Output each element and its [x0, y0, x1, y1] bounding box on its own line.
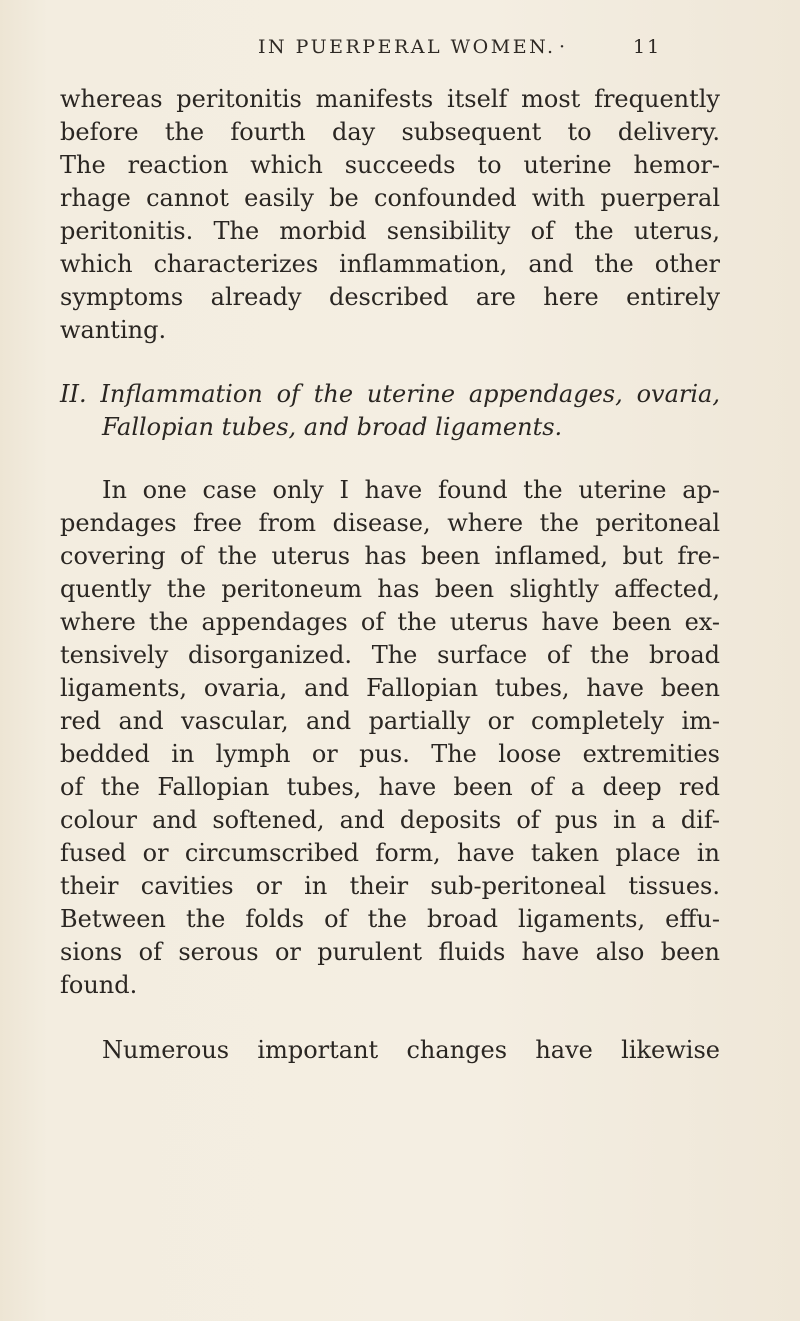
running-head-separator: · [559, 36, 566, 58]
running-head [0, 36, 800, 66]
text-line: In one case only I have found the uterine ap- [102, 476, 720, 504]
text-line: found. [60, 971, 138, 999]
text-line: red and vascular, and partially or completely im- [60, 707, 720, 735]
text-line: Numerous important changes have likewise [102, 1036, 720, 1064]
text-line: quently the peritoneum has been slightly affected, [60, 575, 720, 603]
text-line: which characterizes inflammation, and the other [60, 250, 720, 278]
text-line: rhage cannot easily be confounded with puerperal [60, 184, 720, 212]
text-line: peritonitis. The morbid sensibility of the uterus, [60, 217, 720, 245]
text-line: pendages free from disease, where the peritoneal [60, 509, 720, 537]
text-line: colour and softened, and deposits of pus in a dif- [60, 806, 720, 834]
text-line: their cavities or in their sub-peritoneal tissues. [60, 872, 720, 900]
text-line: ligaments, ovaria, and Fallopian tubes, have been [60, 674, 720, 702]
text-line: The reaction which succeeds to uterine hemor- [60, 151, 720, 179]
page-number: 11 [633, 36, 662, 58]
section-heading-line: II. Inflammation of the uterine appendages, ovaria, [60, 380, 720, 408]
text-line: tensively disorganized. The surface of the broad [60, 641, 720, 669]
text-line: whereas peritonitis manifests itself most frequently [60, 85, 720, 113]
text-line: of the Fallopian tubes, have been of a deep red [60, 773, 720, 801]
text-line: symptoms already described are here entirely [60, 283, 720, 311]
text-line: covering of the uterus has been inflamed, but fre- [60, 542, 720, 570]
text-line: wanting. [60, 316, 167, 344]
running-head-title: IN PUERPERAL WOMEN. [258, 36, 556, 58]
section-heading-line: Fallopian tubes, and broad ligaments. [102, 413, 563, 441]
text-line: before the fourth day subsequent to delivery. [60, 118, 720, 146]
text-line: where the appendages of the uterus have been ex- [60, 608, 720, 636]
text-line: sions of serous or purulent fluids have also been [60, 938, 720, 966]
text-line: fused or circumscribed form, have taken place in [60, 839, 720, 867]
text-line: bedded in lymph or pus. The loose extremities [60, 740, 720, 768]
text-line: Between the folds of the broad ligaments, effu- [60, 905, 720, 933]
